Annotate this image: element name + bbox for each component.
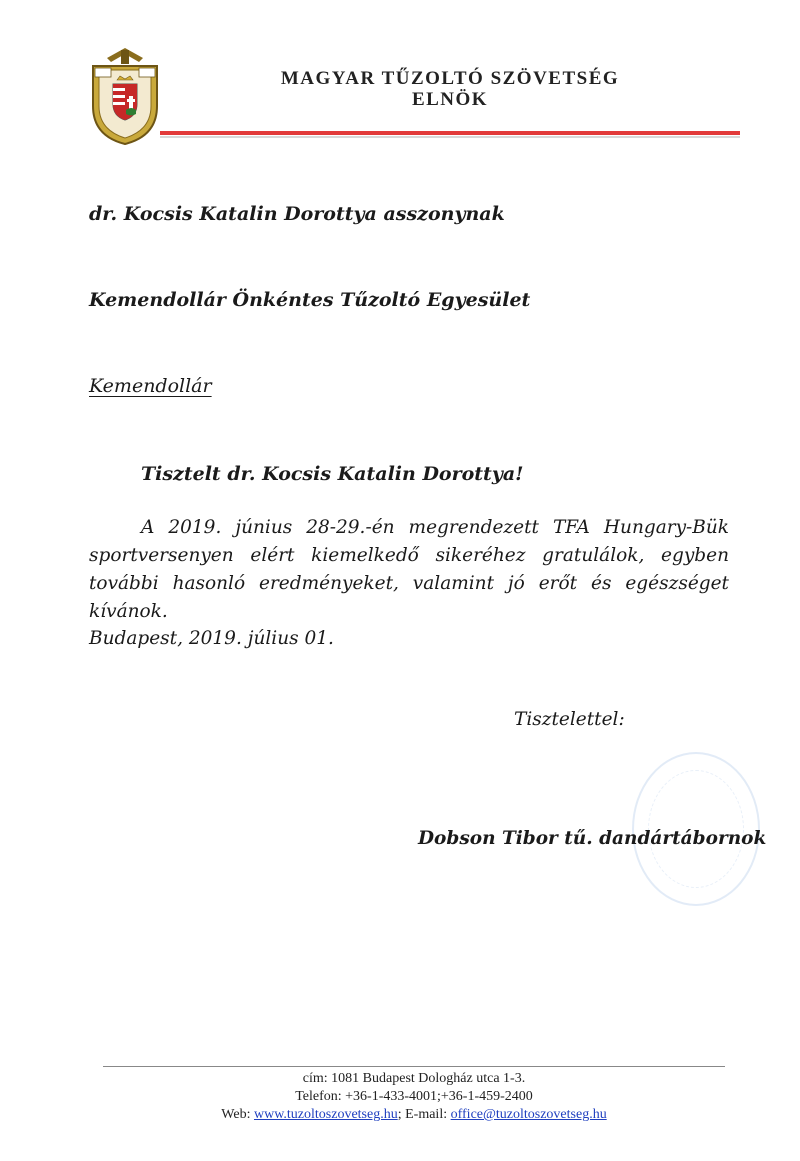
fire-association-crest-icon	[85, 44, 165, 146]
position-title: ELNÖK	[411, 89, 489, 110]
footer-divider	[103, 1066, 725, 1067]
recipient-name: dr. Kocsis Katalin Dorottya asszonynak	[89, 203, 505, 225]
footer-contact	[100, 1107, 728, 1123]
footer-phone: Telefon: +36-1-433-4001;+36-1-459-2400	[295, 1089, 533, 1104]
closing: Tisztelettel:	[514, 709, 625, 730]
web-label: Web:	[221, 1107, 254, 1122]
header-divider-shadow	[160, 136, 740, 138]
email-label: ; E-mail:	[397, 1107, 451, 1122]
letter-body: A 2019. június 28-29.-én megrendezett TFA Hungary-Bük sportversenyen elért kiemelkedő sikeréhez gratulálok, egyben további hasonló eredményeket, valamint jó erőt és egészséget kívánok.	[89, 517, 729, 622]
organization-name: MAGYAR TŰZOLTÓ SZÖVETSÉG	[280, 68, 620, 89]
letterhead-title	[200, 68, 700, 110]
header-divider	[160, 131, 740, 135]
recipient-city: Kemendollár	[89, 375, 212, 397]
place-date: Budapest, 2019. július 01.	[89, 628, 334, 649]
recipient-organization: Kemendollár Önkéntes Tűzoltó Egyesület	[89, 289, 531, 311]
salutation: Tisztelt dr. Kocsis Katalin Dorottya!	[141, 463, 524, 485]
footer-address: cím: 1081 Budapest Dologház utca 1-3.	[302, 1071, 526, 1086]
website-link[interactable]: www.tuzoltoszovetseg.hu	[253, 1107, 398, 1122]
signatory: Dobson Tibor tű. dandártábornok	[418, 828, 767, 849]
email-link[interactable]: office@tuzoltoszovetseg.hu	[450, 1107, 607, 1122]
